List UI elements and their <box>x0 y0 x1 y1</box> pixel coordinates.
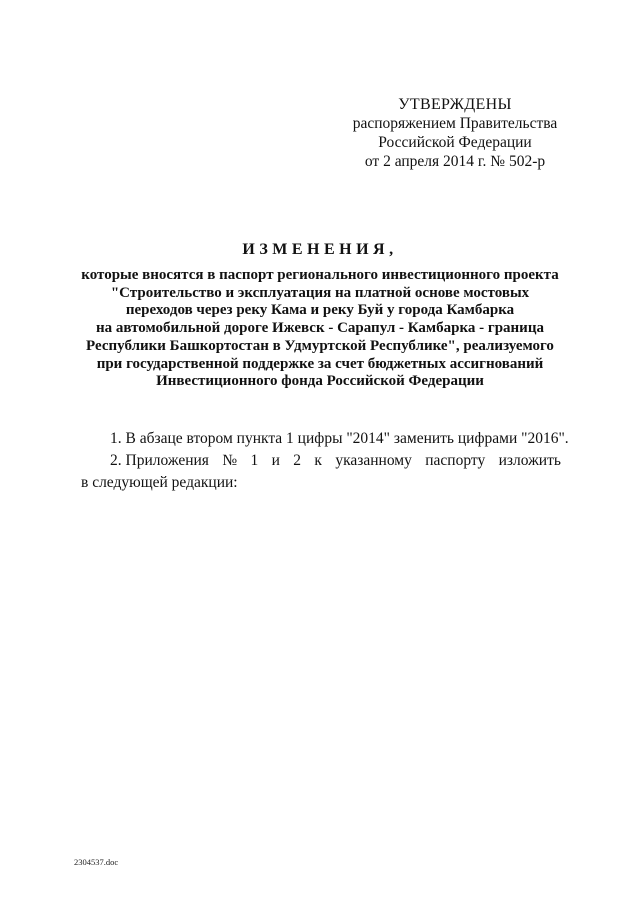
file-reference: 2304537.doc <box>74 857 119 867</box>
paragraph-2-word: 2 <box>293 452 302 469</box>
document-subtitle <box>60 267 580 391</box>
approval-line: Российской Федерации <box>378 134 532 151</box>
subtitle-line: "Строительство и эксплуатация на платной основе мостовых <box>110 284 530 301</box>
paragraph-2-word: изложить <box>498 452 561 469</box>
paragraph-2-word: 1 <box>250 452 259 469</box>
paragraph-2-word: указанному <box>335 452 412 469</box>
paragraph-2-word: № <box>222 452 238 469</box>
subtitle-line: при государственной поддержке за счет бюджетных ассигнований <box>96 355 544 372</box>
paragraph-2-word: паспорту <box>425 452 486 469</box>
document-title: ИЗМЕНЕНИЯ, <box>242 241 398 258</box>
subtitle-line: переходов через реку Кама и реку Буй у города Камбарка <box>125 302 515 319</box>
approval-date: от 2 апреля 2014 г. № 502-р <box>364 153 546 170</box>
paragraph-2-word: и <box>271 452 280 469</box>
subtitle-line: которые вносятся в паспорт регионального инвестиционного проекта <box>81 267 559 283</box>
paragraph-1: 1. В абзаце втором пункта 1 цифры "2014" заменить цифрами "2016". <box>110 430 569 447</box>
subtitle-line: Республики Башкортостан в Удмуртской Республике", реализуемого <box>86 337 554 354</box>
approval-block <box>330 95 580 171</box>
subtitle-line: на автомобильной дороге Ижевск - Сарапул - Камбарка - граница <box>96 320 544 337</box>
paragraph-2-word: к <box>314 452 322 469</box>
approval-heading: УТВЕРЖДЕНЫ <box>398 96 512 113</box>
document-body <box>81 428 569 494</box>
paragraph-2-word: 2. Приложения <box>110 452 209 469</box>
paragraph-2-continuation: в следующей редакции: <box>81 474 238 491</box>
paragraph-2 <box>81 450 561 472</box>
approval-line: распоряжением Правительства <box>352 115 558 132</box>
subtitle-line: Инвестиционного фонда Российской Федерации <box>156 373 484 390</box>
